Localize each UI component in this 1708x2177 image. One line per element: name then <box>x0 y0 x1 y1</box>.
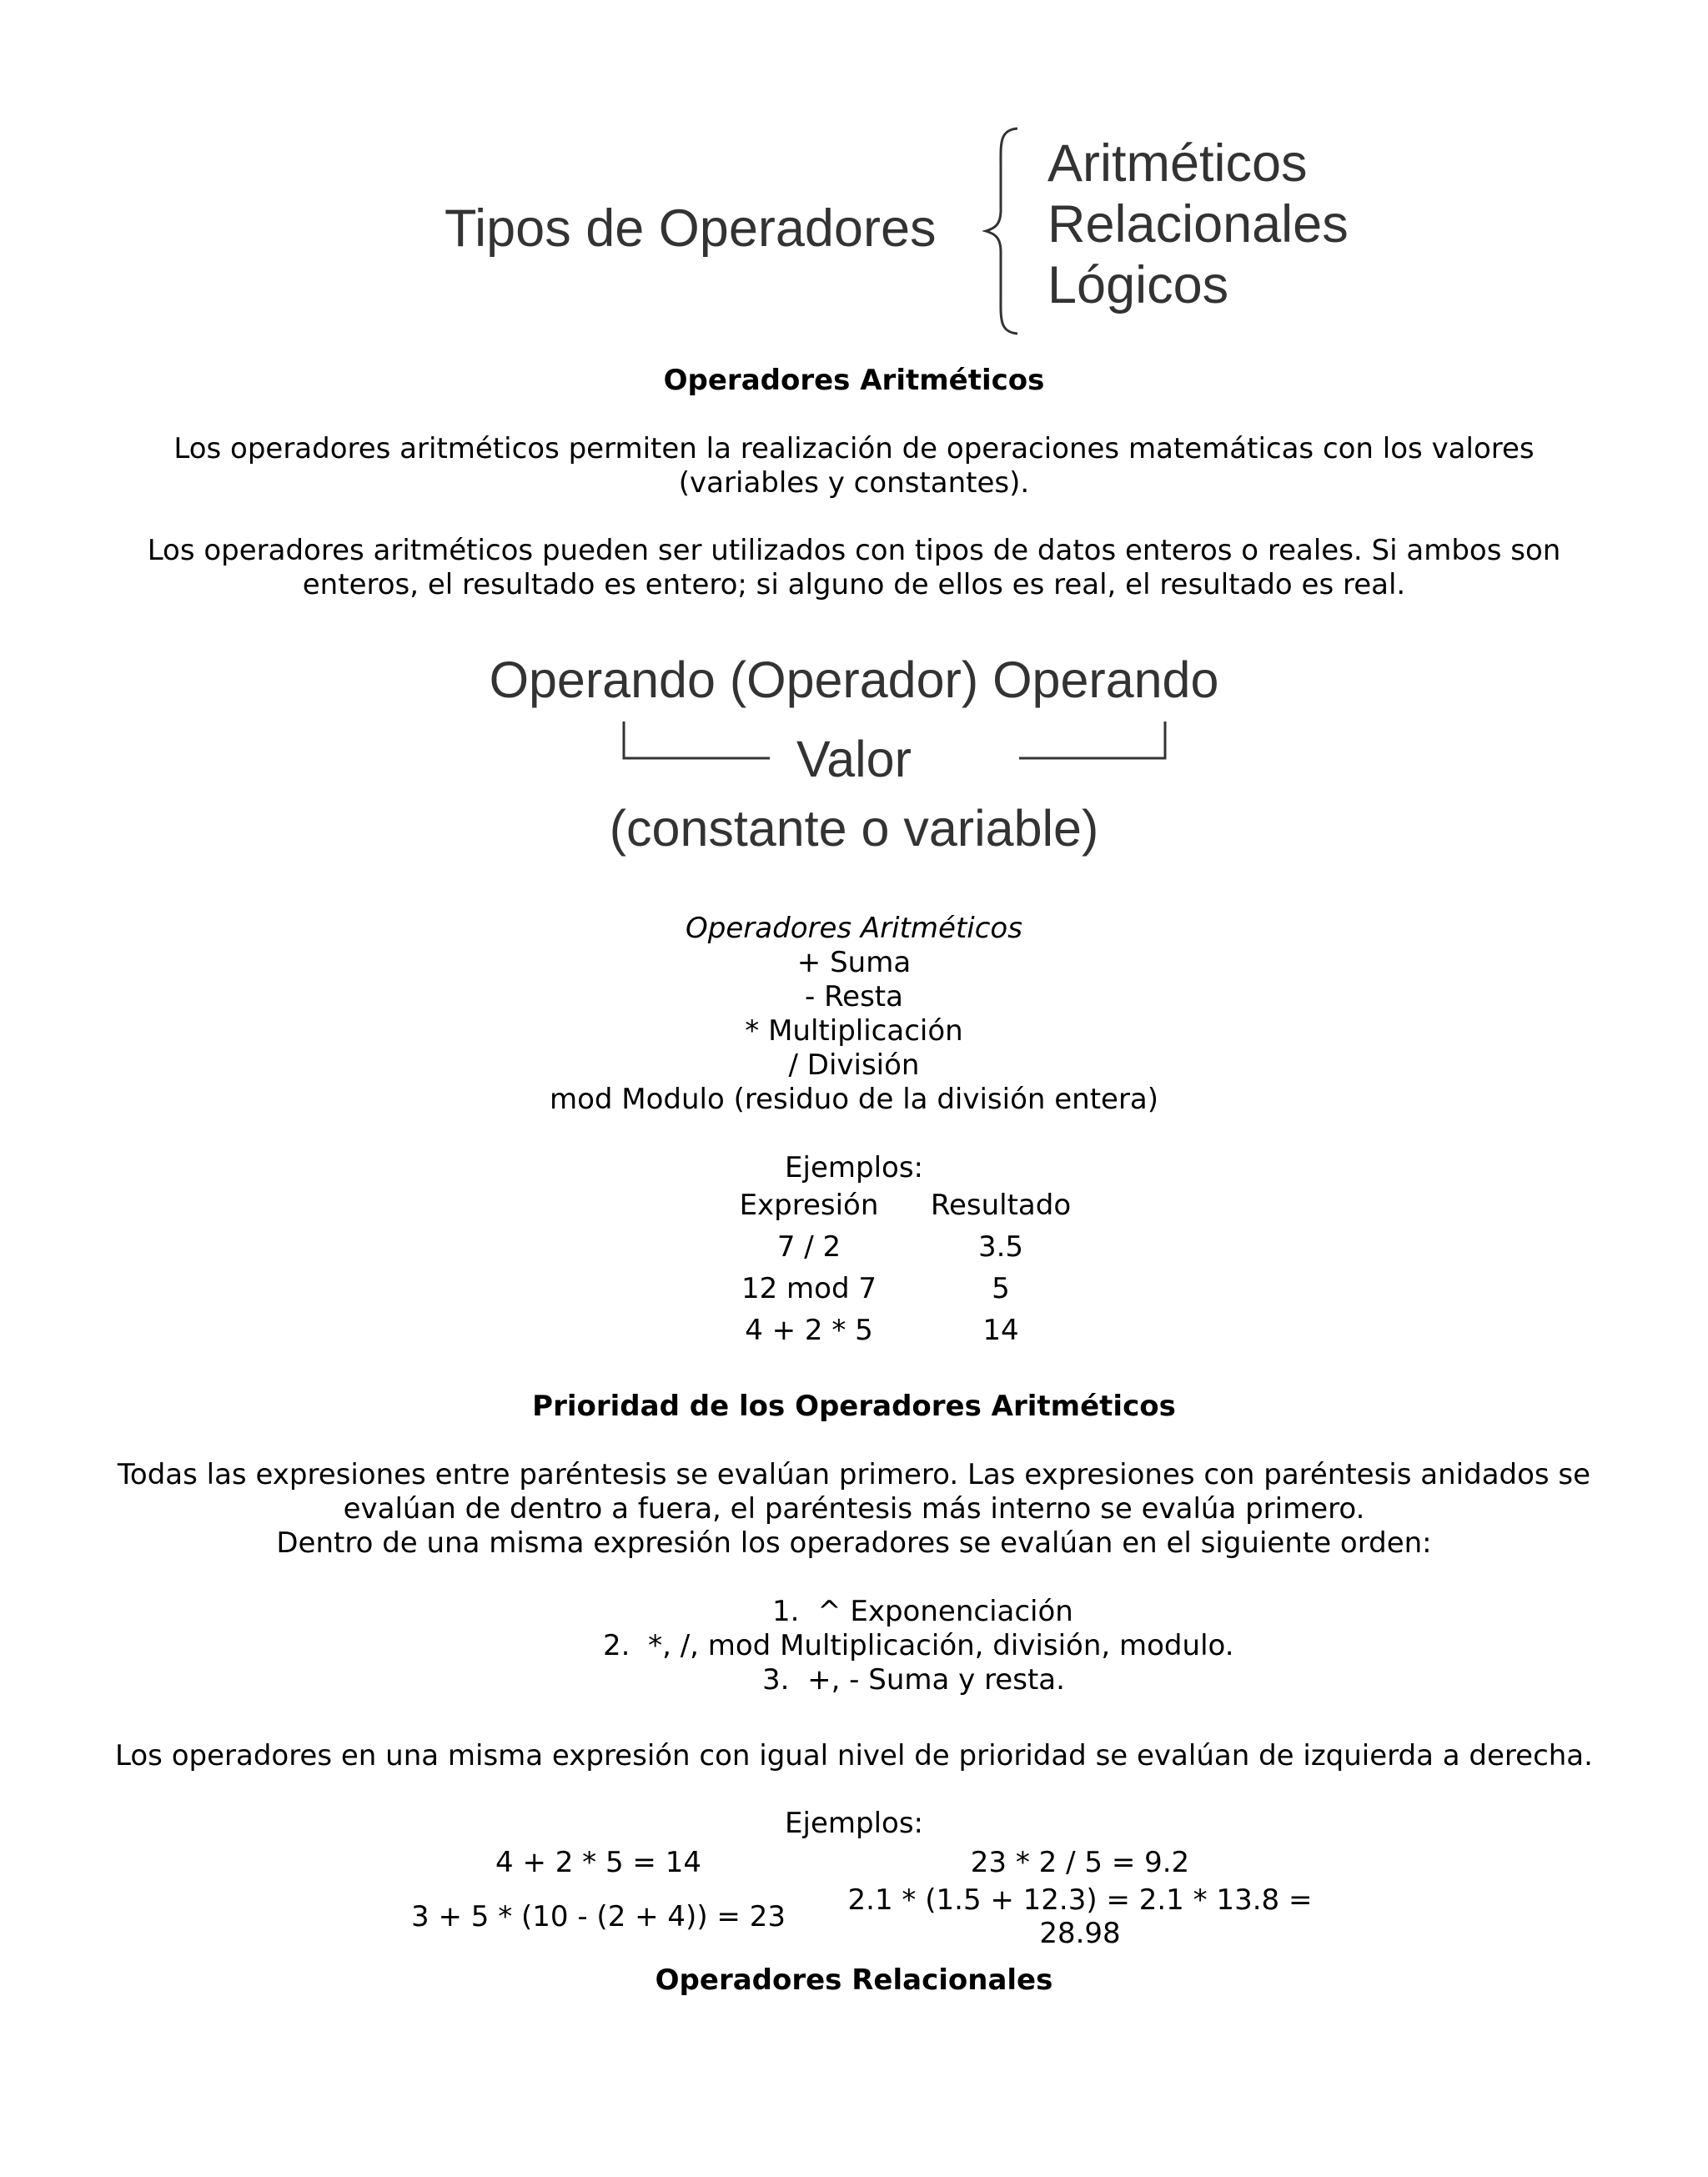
table-cell: 3.5 <box>977 1230 1024 1264</box>
list-item-number: 2. <box>603 1629 630 1662</box>
list-item-text: ^ Exponenciación <box>817 1595 1073 1628</box>
list-item <box>603 1629 1234 1663</box>
examples2-label: Ejemplos: <box>785 1807 923 1840</box>
para2-line2: enteros, el resultado es entero; si alguno de ellos es real, el resultado es real. <box>302 568 1406 601</box>
prioridad-line2: evalúan de dentro a fuera, el paréntesis más interno se evalúa primero. <box>343 1492 1365 1526</box>
list-item-number: 1. <box>772 1595 800 1628</box>
table-cell: 12 mod 7 <box>741 1272 877 1305</box>
tipos-list <box>1047 133 1349 316</box>
operator-mod: mod Modulo (residuo de la división entera) <box>549 1083 1159 1116</box>
operator-resta: - Resta <box>805 980 903 1013</box>
right-bracket-icon <box>1017 721 1168 760</box>
examples1-table <box>717 1184 1101 1351</box>
examples2-table <box>379 1842 1343 1950</box>
table-row <box>717 1226 1101 1268</box>
tipos-item-aritmeticos: Aritméticos <box>1047 134 1308 193</box>
tipos-label: Tipos de Operadores <box>445 199 937 258</box>
table-row <box>379 1883 1343 1950</box>
table-cell: 3 + 5 * (10 - (2 + 4)) = 23 <box>411 1900 786 1933</box>
tipos-item-logicos: Lógicos <box>1047 256 1229 314</box>
table-cell: 14 <box>982 1314 1019 1347</box>
para1-line1: Los operadores aritméticos permiten la realización de operaciones matemáticas con los valores <box>173 432 1535 465</box>
table-cell: 4 + 2 * 5 = 14 <box>495 1846 701 1879</box>
operator-multiplicacion: * Multiplicación <box>745 1014 963 1048</box>
operator-suma: + Suma <box>796 946 912 979</box>
table-cell: 2.1 * (1.5 + 12.3) = 2.1 * 13.8 = 28.98 <box>847 1883 1313 1950</box>
heading-prioridad: Prioridad de los Operadores Aritméticos <box>532 1390 1176 1423</box>
table-cell: 5 <box>992 1272 1010 1305</box>
table-row <box>379 1842 1343 1883</box>
para2-line1: Los operadores aritméticos pueden ser utilizados con tipos de datos enteros o reales. Si ambos son <box>147 534 1561 567</box>
table-cell: 7 / 2 <box>776 1230 841 1264</box>
table-row <box>717 1310 1101 1351</box>
table-cell: 23 * 2 / 5 = 9.2 <box>970 1846 1190 1879</box>
examples1-label: Ejemplos: <box>785 1151 923 1184</box>
prioridad-line4: Los operadores en una misma expresión con igual nivel de prioridad se evalúan de izquierda a derecha. <box>115 1739 1593 1772</box>
list-item <box>762 1663 1065 1697</box>
heading-relacionales: Operadores Relacionales <box>655 1963 1053 1997</box>
header-resultado: Resultado <box>930 1189 1072 1222</box>
list-item-text: *, /, mod Multiplicación, división, modulo. <box>648 1629 1234 1662</box>
heading-aritmeticos: Operadores Aritméticos <box>663 364 1045 397</box>
para1-line2: (variables y constantes). <box>678 466 1030 500</box>
list-item-text: +, - Suma y resta. <box>807 1663 1065 1697</box>
prioridad-line1: Todas las expresiones entre paréntesis se evalúan primero. Las expresiones con paréntesis anidados se <box>117 1458 1591 1491</box>
operando-line1: Operando (Operador) Operando <box>489 651 1219 708</box>
operator-division: / División <box>788 1048 920 1082</box>
operando-line2: Valor <box>796 731 912 787</box>
operando-diagram <box>0 642 1708 876</box>
list-item <box>772 1595 1073 1629</box>
table-header-row <box>717 1184 1101 1226</box>
table-row <box>717 1268 1101 1310</box>
operando-line3: (constante o variable) <box>609 800 1099 857</box>
list-item-number: 3. <box>762 1663 790 1697</box>
tipos-diagram <box>0 125 1708 342</box>
operators-list-title: Operadores Aritméticos <box>686 912 1022 945</box>
prioridad-line3: Dentro de una misma expresión los operadores se evalúan en el siguiente orden: <box>276 1526 1432 1560</box>
tipos-item-relacionales: Relacionales <box>1047 195 1349 254</box>
curly-brace-icon <box>982 127 1024 335</box>
header-expresion: Expresión <box>739 1189 879 1222</box>
table-cell: 4 + 2 * 5 <box>745 1314 873 1347</box>
